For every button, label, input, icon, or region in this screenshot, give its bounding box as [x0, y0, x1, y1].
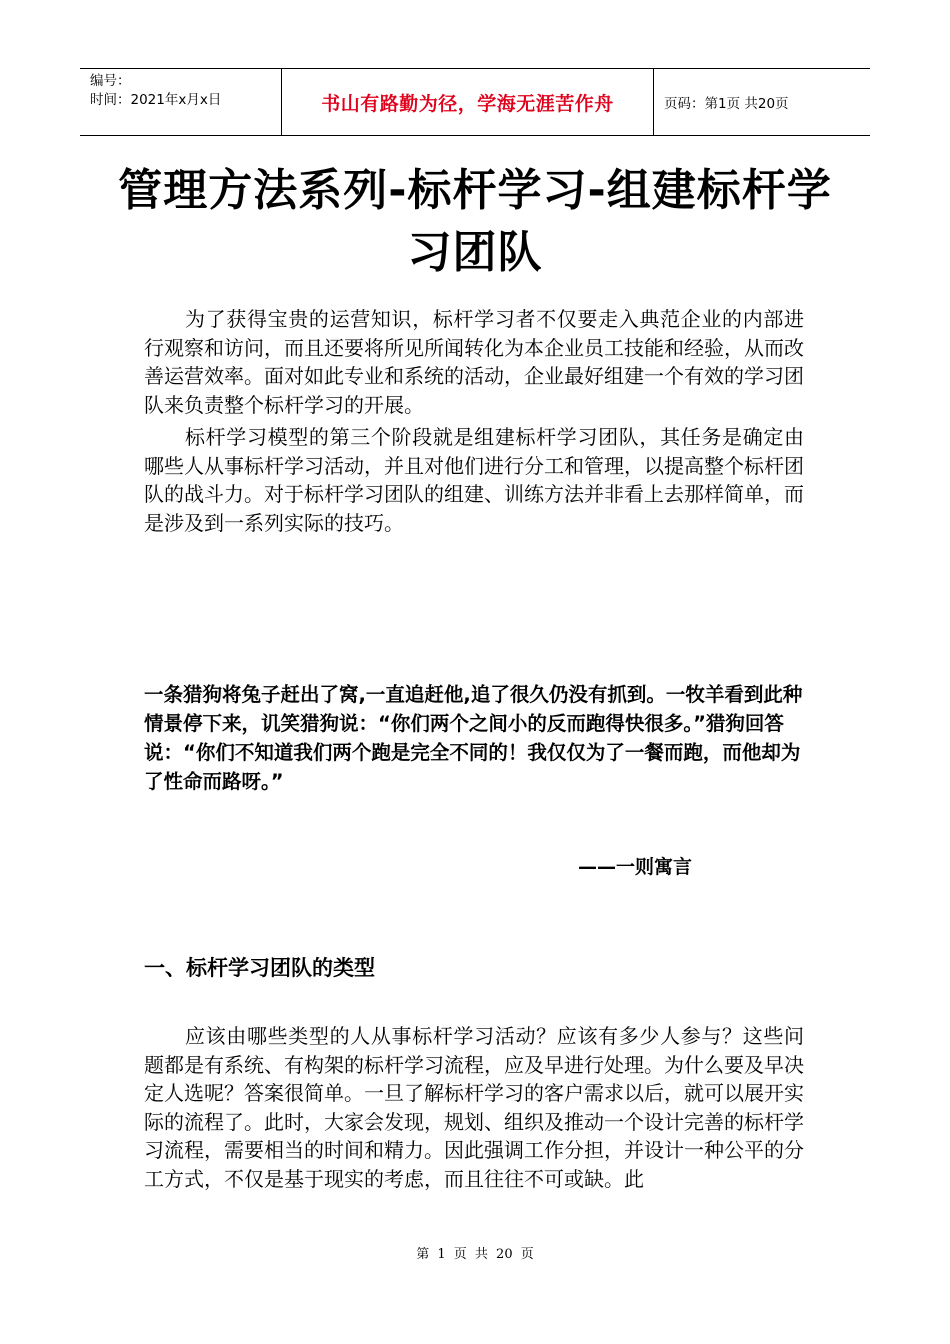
- document-title: 管理方法系列-标杆学习-组建标杆学习团队: [118, 165, 832, 278]
- intro-paragraph-1: 为了获得宝贵的运营知识，标杆学习者不仅要走入典范企业的内部进行观察和访问，而且还要将所见所闻转化为本企业员工技能和经验，从而改善运营效率。面对如此专业和系统的活动，企业最好组建一个有效的学习团队来负责整个标杆学习的开展。: [144, 307, 804, 417]
- document-header: [80, 68, 870, 136]
- header-number-label: 编号：: [90, 73, 131, 89]
- header-time-label: 时间：2021年x月x日: [90, 92, 222, 108]
- section-paragraph: 应该由哪些类型的人从事标杆学习活动？应该有多少人参与？这些问题都是有系统、有构架的标杆学习流程，应及早进行处理。为什么要及早决定人选呢？答案很简单。一旦了解标杆学习的客户需求以后，就可以展开实际的流程了。此时，大家会发现，规划、组织及推动一个设计完善的标杆学习流程，需要相当的时间和精力。因此强调工作分担，并设计一种公平的分工方式，不仅是基于现实的考虑，而且往往不可或缺。此: [144, 1024, 804, 1191]
- header-page-info: 页码：第1页 共20页: [664, 96, 789, 112]
- fable-quote: 一条猎狗将兔子赶出了窝,一直追赶他,追了很久仍没有抓到。一牧羊看到此种情景停下来，讥笑猎狗说：“你们两个之间小的反而跑得快很多。”猎狗回答说：“你们不知道我们两个跑是完全不同的！我仅仅为了一餐而跑，而他却为了性命而路呀。”: [144, 683, 803, 793]
- page-footer: 第 1 页 共 20 页: [416, 1247, 534, 1262]
- section-heading: 一、标杆学习团队的类型: [144, 956, 375, 980]
- quote-source: ——一则寓言: [578, 856, 693, 878]
- intro-paragraph-2: 标杆学习模型的第三个阶段就是组建标杆学习团队，其任务是确定由哪些人从事标杆学习活动，并且对他们进行分工和管理，以提高整个标杆团队的战斗力。对于标杆学习团队的组建、训练方法并非看上去那样简单，而是涉及到一系列实际的技巧。: [144, 425, 804, 535]
- header-meta: [80, 69, 282, 135]
- header-motto: 书山有路勤为径，学海无涯苦作舟: [282, 69, 654, 135]
